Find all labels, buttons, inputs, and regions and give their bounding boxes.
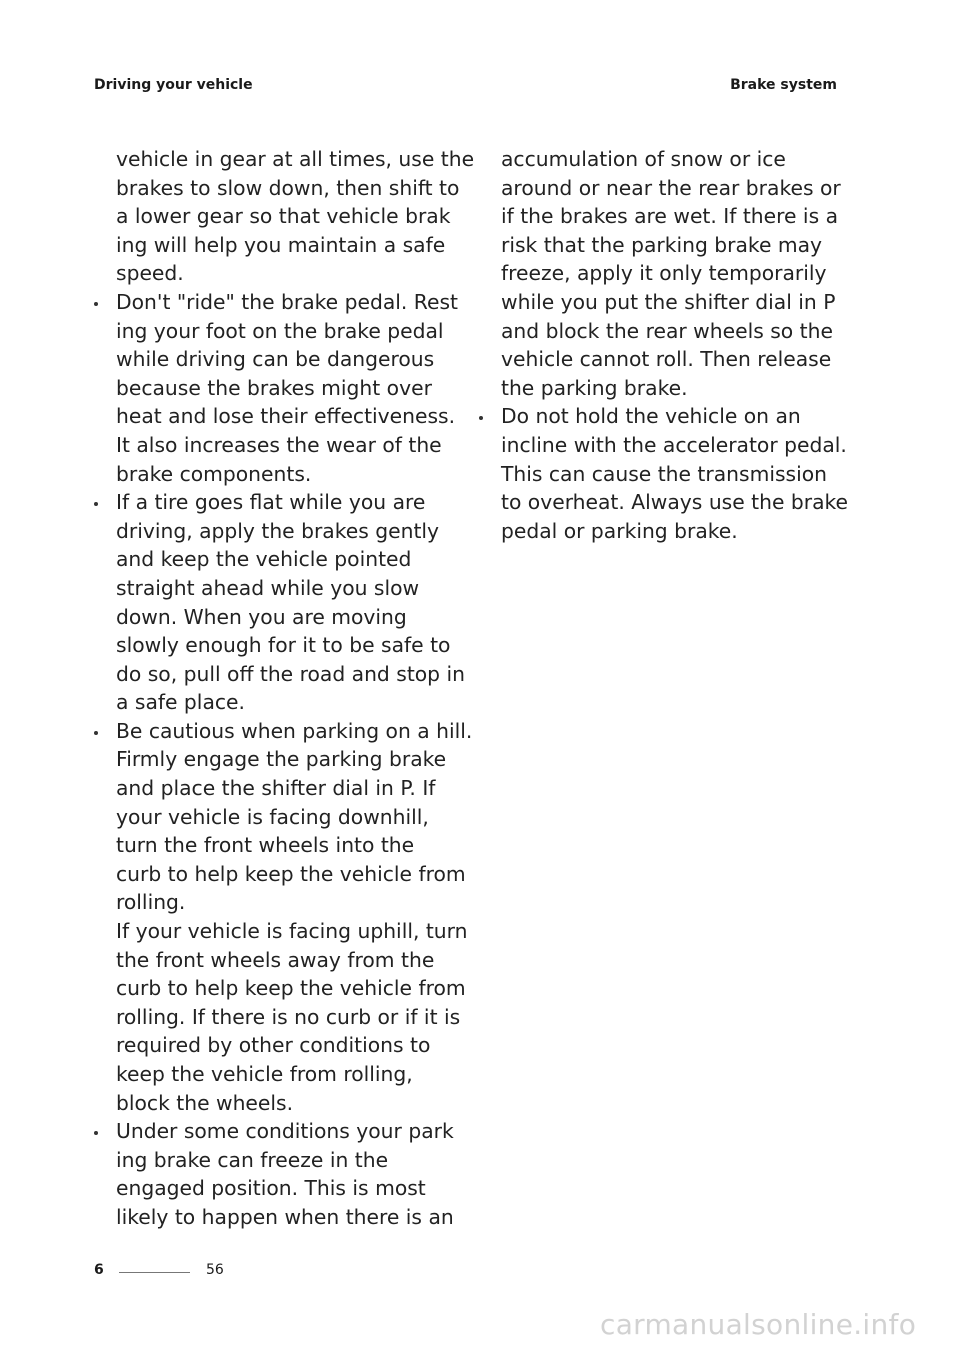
body-text-line: and place the shifter dial in P. If	[116, 776, 436, 801]
right-text-column	[475, 145, 849, 545]
page-number: 56	[206, 1262, 224, 1278]
body-text-line: speed.	[116, 261, 184, 286]
body-text-line: freeze, apply it only temporarily	[501, 261, 827, 286]
body-text-line: while you put the shifter dial in P	[501, 289, 836, 314]
body-text-line: ing your foot on the brake pedal	[116, 318, 444, 343]
body-text-line: ing brake can freeze in the	[116, 1147, 389, 1172]
body-text-line: brakes to slow down, then shift to	[116, 175, 460, 200]
body-text-line: This can cause the transmission	[501, 461, 827, 486]
body-text-line: turn the front wheels into the	[116, 833, 415, 858]
body-text-line: a lower gear so that vehicle brak	[116, 204, 451, 229]
body-text-line: slowly enough for it to be safe to	[116, 633, 451, 658]
body-text-line: curb to help keep the vehicle from	[116, 861, 466, 886]
body-text-line: likely to happen when there is an	[116, 1204, 454, 1229]
body-text-line: vehicle in gear at all times, use the	[116, 147, 475, 171]
body-text-line: vehicle cannot roll. Then release	[501, 347, 832, 372]
body-text-line: pedal or parking brake.	[501, 518, 738, 543]
body-text-line: incline with the accelerator pedal.	[501, 432, 847, 457]
body-text-line: It also increases the wear of the	[116, 432, 442, 457]
body-text-line: if the brakes are wet. If there is a	[501, 204, 839, 229]
body-text-line: and block the rear wheels so the	[501, 318, 833, 343]
body-text-line: your vehicle is facing downhill,	[116, 804, 429, 829]
body-text-line: do so, pull off the road and stop in	[116, 661, 465, 686]
body-text-line: block the wheels.	[116, 1090, 294, 1115]
body-text-line: the parking brake.	[501, 375, 688, 400]
body-text-line: engaged position. This is most	[116, 1176, 426, 1201]
body-text-line: ing will help you maintain a safe	[116, 232, 446, 257]
body-text-line: driving, apply the brakes gently	[116, 518, 440, 543]
body-text-line: and keep the vehicle pointed	[116, 547, 412, 572]
bullet-item-line: Be cautious when parking on a hill.	[90, 717, 450, 746]
body-text-line: If your vehicle is facing uphill, turn	[116, 919, 468, 944]
running-header-topic: Brake system	[730, 77, 837, 93]
chapter-number: 6	[94, 1262, 104, 1278]
body-text-line: the front wheels away from the	[116, 947, 435, 972]
running-header-section: Driving your vehicle	[94, 77, 253, 93]
body-text-line: rolling. If there is no curb or if it is	[116, 1004, 461, 1029]
left-text-column	[90, 145, 475, 1232]
body-text-line: to overheat. Always use the brake	[501, 490, 849, 515]
watermark-text: carmanualsonline.info	[600, 1308, 917, 1341]
bullet-item-line: Do not hold the vehicle on an	[475, 402, 840, 431]
body-text-line: straight ahead while you slow	[116, 575, 420, 600]
body-text-line: keep the vehicle from rolling,	[116, 1062, 413, 1086]
body-text-line: down. When you are moving	[116, 604, 407, 629]
body-text-line: a safe place.	[116, 690, 245, 715]
body-text-line: because the brakes might over	[116, 375, 432, 400]
body-text-line: while driving can be dangerous	[116, 347, 435, 372]
body-text-line: required by other conditions to	[116, 1033, 431, 1058]
footer-rule	[119, 1272, 190, 1273]
bullet-item-line: Don't "ride" the brake pedal. Rest	[90, 288, 450, 317]
bullet-item-line: Under some conditions your park	[90, 1117, 450, 1146]
body-text-line: Firmly engage the parking brake	[116, 747, 447, 772]
body-text-line: around or near the rear brakes or	[501, 175, 841, 200]
bullet-item-line: If a tire goes flat while you are	[90, 488, 450, 517]
body-text-line: rolling.	[116, 890, 186, 915]
body-text-line: heat and lose their effectiveness.	[116, 404, 456, 429]
body-text-line: curb to help keep the vehicle from	[116, 976, 466, 1001]
body-text-line: brake components.	[116, 461, 312, 486]
body-text-line: risk that the parking brake may	[501, 232, 823, 257]
body-text-line: accumulation of snow or ice	[501, 147, 786, 171]
